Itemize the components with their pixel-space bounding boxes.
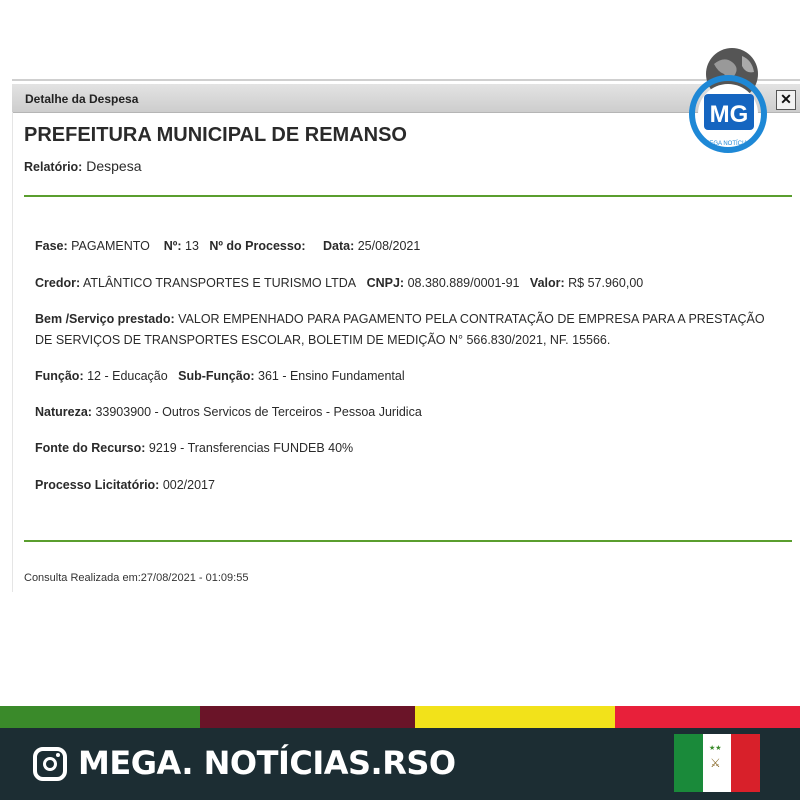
svg-text:MEGA NOTÍCIAS: MEGA NOTÍCIAS xyxy=(704,141,752,147)
stripe-red xyxy=(615,706,800,728)
data-value: 25/08/2021 xyxy=(357,239,421,253)
natureza-label: Natureza: xyxy=(35,405,92,419)
mega-noticias-logo xyxy=(684,44,774,154)
cnpj-value: 08.380.889/0001-91 xyxy=(407,276,520,290)
window-top-border xyxy=(12,79,800,81)
flag-stars: ★★ xyxy=(709,745,722,752)
row-credor xyxy=(35,276,643,290)
subfuncao-value: 361 - Ensino Fundamental xyxy=(258,369,405,383)
data-label: Data: xyxy=(322,239,355,253)
row-licitatorio xyxy=(35,478,215,492)
subfuncao-label: Sub-Função: xyxy=(178,369,255,383)
numero-label: Nº: xyxy=(163,239,182,253)
fonte-label: Fonte do Recurso: xyxy=(35,441,146,455)
divider-top xyxy=(24,195,792,197)
credor-label: Credor: xyxy=(35,276,81,290)
fase-label: Fase: xyxy=(35,239,68,253)
funcao-value: 12 - Educação xyxy=(87,369,168,383)
dialog-left-border xyxy=(12,112,13,592)
close-button[interactable] xyxy=(776,90,796,110)
dialog-titlebar xyxy=(12,84,800,113)
fonte-value: 9219 - Transferencias FUNDEB 40% xyxy=(148,441,354,455)
stripe-yellow xyxy=(415,706,615,728)
report-line xyxy=(24,158,142,174)
report-label: Relatório: xyxy=(24,160,83,174)
close-icon: ✕ xyxy=(780,91,792,107)
svg-text:MG: MG xyxy=(709,101,749,128)
stripe-maroon xyxy=(200,706,415,728)
flag-icon: ★★ ⚔ xyxy=(674,734,760,792)
licitatorio-value: 002/2017 xyxy=(162,478,215,492)
bem-label: Bem /Serviço prestado: xyxy=(35,312,175,326)
report-value: Despesa xyxy=(86,158,142,174)
row-natureza xyxy=(35,405,422,419)
valor-value: R$ 57.960,00 xyxy=(568,276,644,290)
social-handle: MEGA. NOTÍCIAS.RSO xyxy=(78,744,456,782)
valor-label: Valor: xyxy=(529,276,565,290)
cnpj-label: CNPJ: xyxy=(366,276,405,290)
instagram-icon xyxy=(33,747,67,781)
fase-value: PAGAMENTO xyxy=(71,239,150,253)
dialog-title: Detalhe da Despesa xyxy=(25,92,139,106)
bem-value: VALOR EMPENHADO PARA PAGAMENTO PELA CONTRATAÇÃO DE EMPRESA PARA A PRESTAÇÃO DE SERVIÇOS DE TRANSPORTES ESCOLAR, BOLETIM DE MEDIÇÃO N° 566.830/2021, NF. 15566. xyxy=(35,312,765,347)
row-fonte xyxy=(35,441,353,455)
divider-bottom xyxy=(24,540,792,542)
numero-value: 13 xyxy=(185,239,199,253)
consulta-timestamp: Consulta Realizada em:27/08/2021 - 01:09:55 xyxy=(24,572,249,584)
stripe-green xyxy=(0,706,200,728)
natureza-value: 33903900 - Outros Servicos de Terceiros - Pessoa Juridica xyxy=(95,405,422,419)
row-fase xyxy=(35,239,420,253)
row-bem-servico xyxy=(35,309,775,351)
processo-label: Nº do Processo: xyxy=(209,239,306,253)
page-title: PREFEITURA MUNICIPAL DE REMANSO xyxy=(24,124,407,146)
credor-value: ATLÂNTICO TRANSPORTES E TURISMO LTDA xyxy=(82,276,357,290)
color-stripes xyxy=(0,706,800,728)
licitatorio-label: Processo Licitatório: xyxy=(35,478,160,492)
funcao-label: Função: xyxy=(35,369,84,383)
row-funcao xyxy=(35,369,405,383)
